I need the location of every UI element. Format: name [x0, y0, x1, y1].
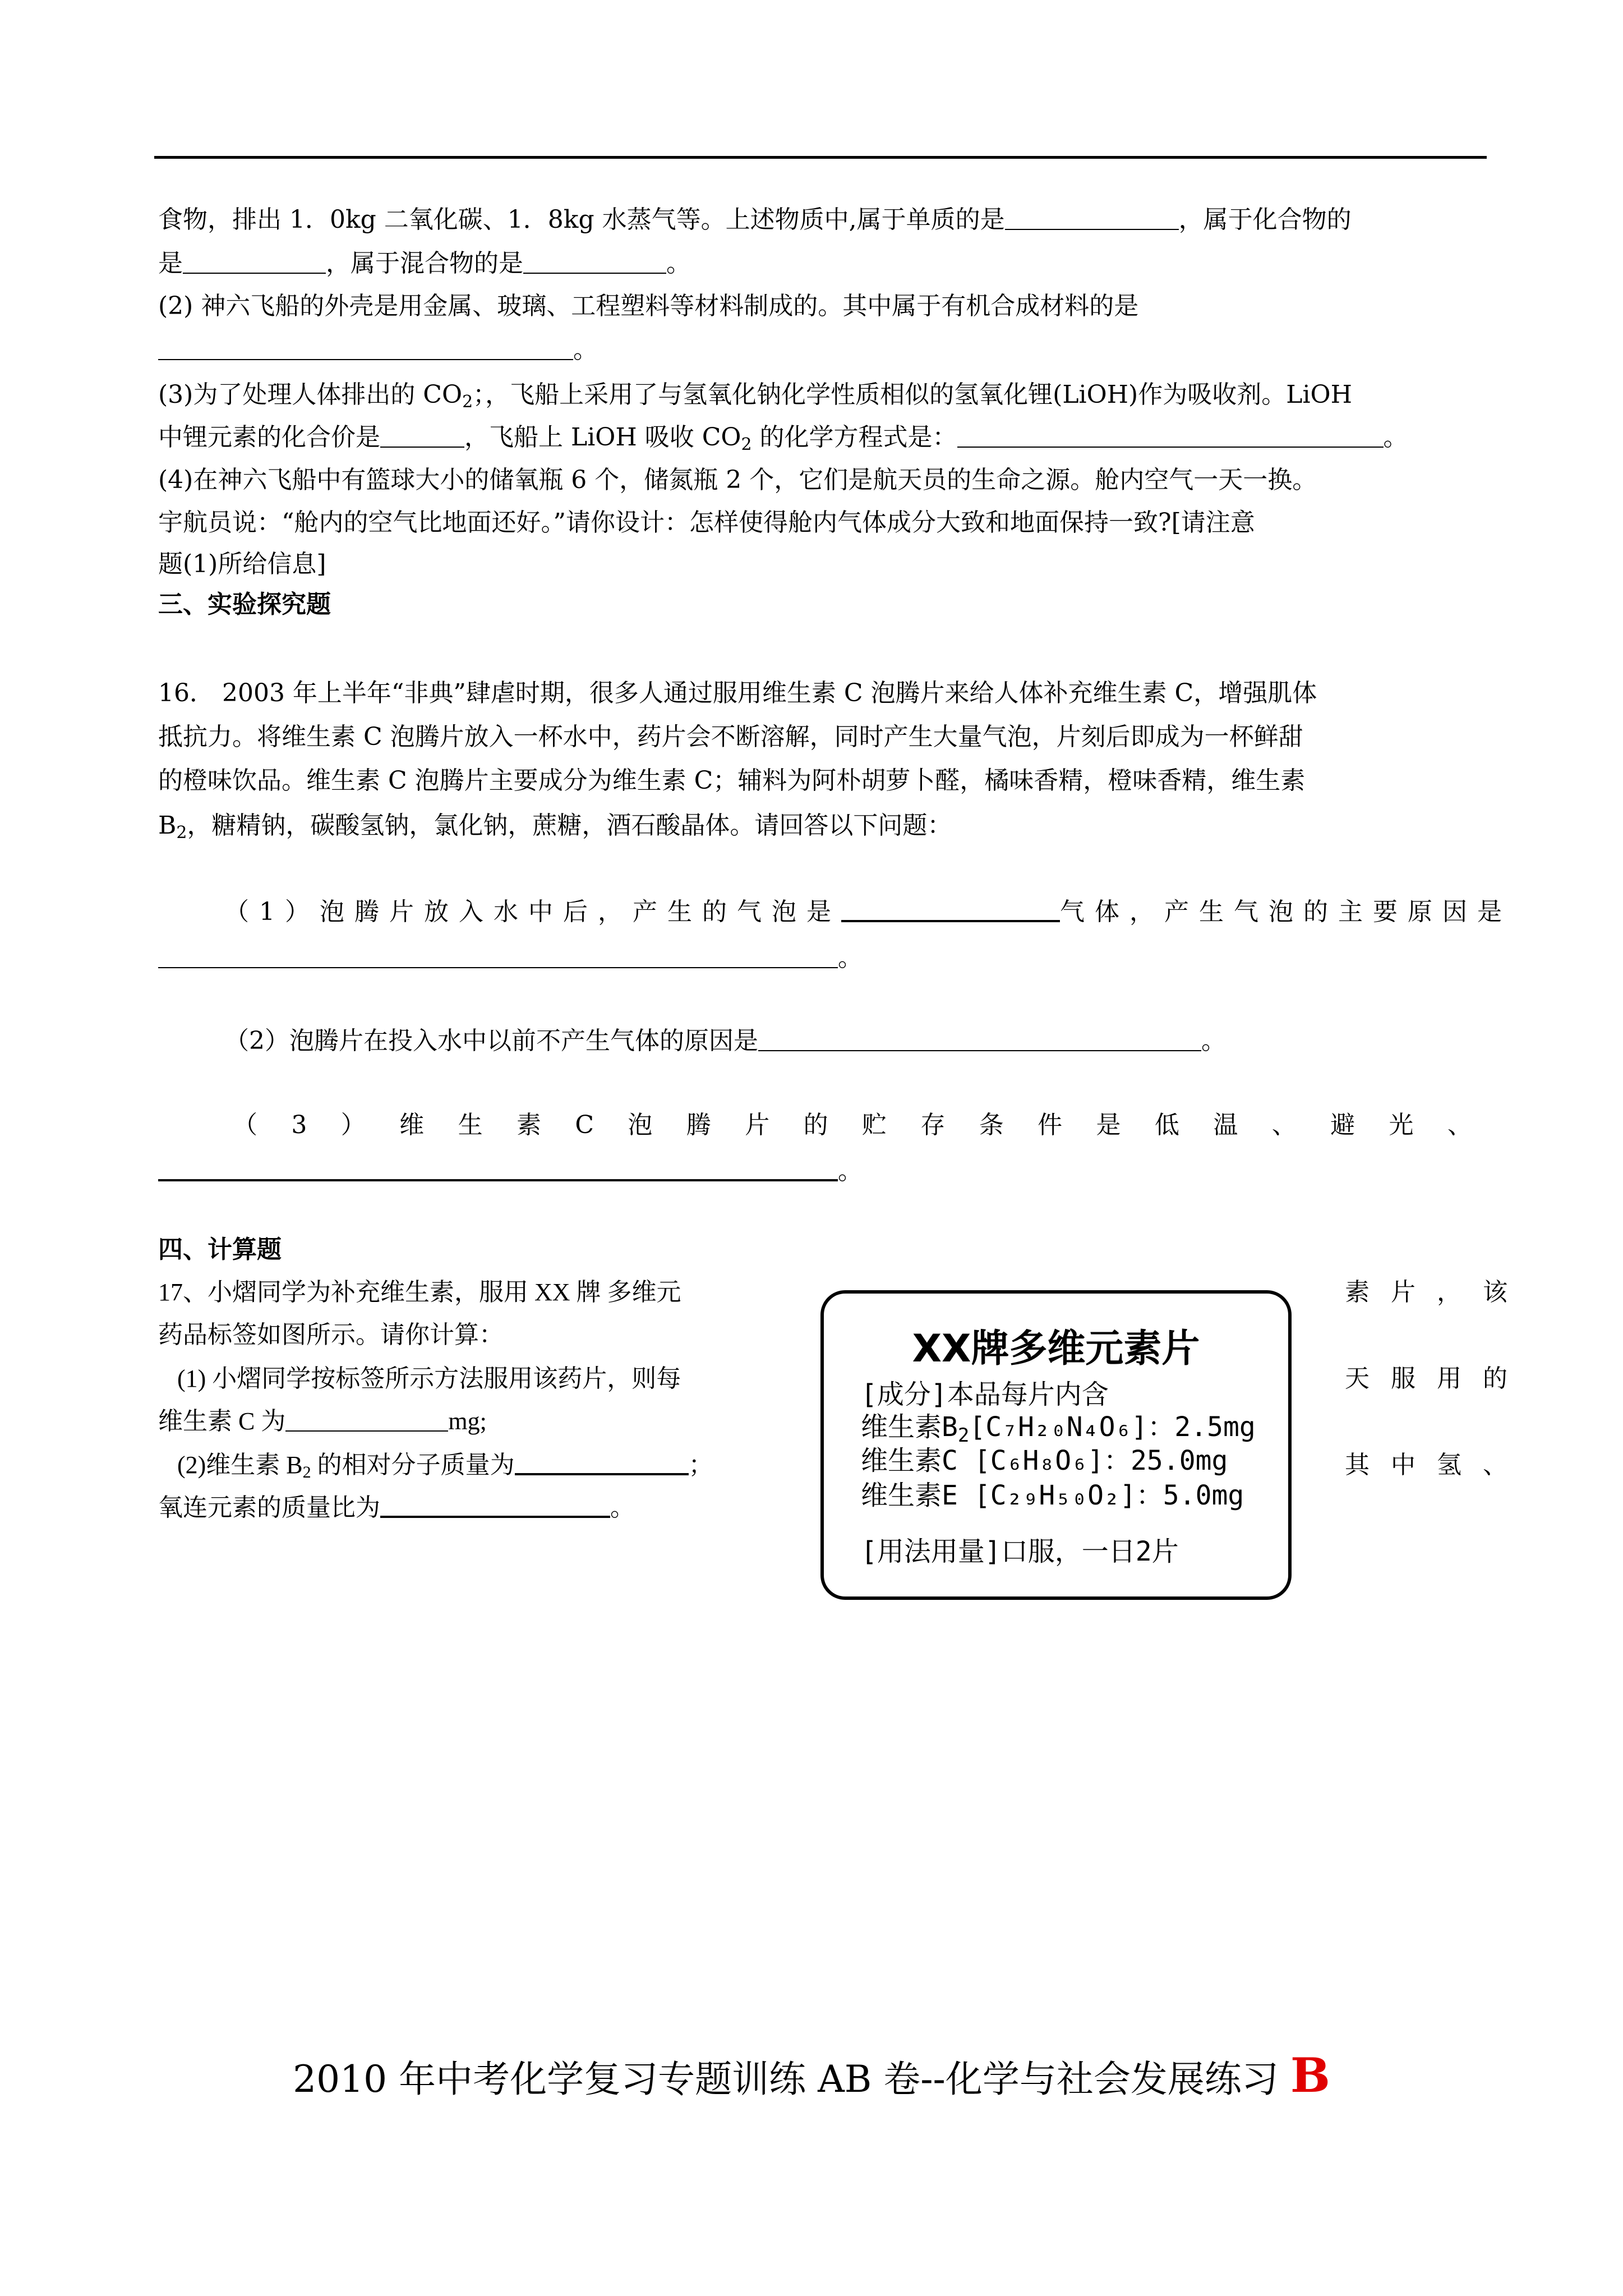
q16-sub3-char: 素 — [516, 1111, 541, 1139]
q3-text: (3)为了处理人体排出的 CO — [158, 380, 463, 409]
label-formula: [C₆H₈O₆] — [974, 1445, 1104, 1476]
q16-sub3-char: 是 — [1096, 1111, 1121, 1139]
q16-sub3-line2 — [158, 1151, 1487, 1191]
p1-line1 — [158, 200, 1487, 240]
label-vitamin-c — [861, 1444, 1228, 1478]
p1-text: ，属于化合物的 — [1178, 205, 1352, 234]
q16-sub3-char: 、 — [1271, 1111, 1297, 1139]
q16-text: B — [158, 811, 177, 840]
q16-sub3-char: 温 — [1213, 1111, 1238, 1139]
label-text: [成分]本品每片内含 — [861, 1379, 1109, 1410]
answer-blank[interactable] — [158, 1157, 838, 1181]
q16-line3 — [158, 761, 1487, 801]
q16-sub2-text: 。 — [1201, 1027, 1226, 1055]
answer-blank[interactable] — [380, 1493, 610, 1518]
q17-text: mg; — [448, 1407, 487, 1435]
footer-letter: B — [1290, 2047, 1330, 2103]
page-footer-title — [0, 2047, 1623, 2103]
q16-text: 抵抗力。将维生素 C 泡腾片放入一杯水中，药片会不断溶解，同时产生大量气泡，片刻后即成为一杯鲜甜 — [158, 723, 1303, 751]
q16-sub3-char: 维 — [399, 1111, 425, 1139]
q2-line2 — [158, 330, 1487, 370]
label-vitamin-e — [861, 1479, 1244, 1512]
q16-line2 — [158, 717, 1487, 757]
label-text: [用法用量]口服，一日2片 — [861, 1536, 1179, 1567]
q3-text: ，飞船上 LiOH 吸收 CO — [464, 423, 741, 452]
q16-sub3-char: 3 — [291, 1111, 307, 1139]
q3-text: ；，飞船上采用了与氢氧化钠化学性质相似的氢氧化锂(LiOH)作为吸收剂。LiOH — [473, 380, 1352, 409]
q3-text: 的化学方程式是： — [751, 423, 957, 452]
q16-sub3-char: C — [575, 1111, 594, 1139]
q2-text: 。 — [573, 335, 598, 364]
q16-sub3-char: 片 — [745, 1111, 770, 1139]
label-composition — [861, 1378, 1109, 1411]
medicine-label — [820, 1290, 1292, 1600]
answer-blank[interactable] — [957, 424, 1384, 448]
q2-line1 — [158, 286, 1487, 326]
q17-text: 天 服 用 的 — [1345, 1364, 1514, 1393]
q17-text: 氧连元素的质量比为 — [158, 1494, 380, 1521]
q16-sub3-char: 贮 — [861, 1111, 887, 1139]
q3-line1 — [158, 375, 1487, 415]
q4-text: (4)在神六飞船中有篮球大小的储氧瓶 6 个，储氮瓶 2 个，它们是航天员的生命之源。舱内空气一天一换。 — [158, 466, 1317, 494]
section-title-text: 四、计算题 — [158, 1235, 282, 1264]
q16-sub2-text: （2）泡腾片在投入水中以前不产生气体的原因是 — [224, 1027, 758, 1055]
subscript: 2 — [741, 435, 752, 454]
header-rule — [154, 156, 1487, 159]
q16-sub1-line1 — [224, 892, 1512, 932]
q4-line3 — [158, 544, 1487, 585]
answer-blank[interactable] — [183, 250, 326, 274]
q17-line3 — [177, 1359, 811, 1399]
q17-line5 — [177, 1445, 811, 1485]
label-text: ：2.5mg — [1147, 1411, 1256, 1443]
q16-text: 16． 2003 年上半年“非典”肆虐时期，很多人通过服用维生素 C 泡腾片来给人体补充维生素 C，增强肌体 — [158, 679, 1317, 707]
answer-blank[interactable] — [515, 1451, 689, 1475]
q16-sub3-char: 避 — [1330, 1111, 1355, 1139]
answer-blank[interactable] — [158, 337, 573, 360]
answer-blank[interactable] — [523, 250, 666, 274]
q17-line2 — [158, 1315, 809, 1355]
q16-sub3-char: 条 — [979, 1111, 1004, 1139]
answer-blank[interactable] — [758, 1028, 1201, 1051]
q17-text: 17、小熠同学为补充维生素，服用 XX 牌 多维元 — [158, 1278, 681, 1306]
q16-sub3-char: 低 — [1154, 1111, 1179, 1139]
section-title — [158, 1230, 1487, 1270]
q16-line1 — [158, 673, 1487, 714]
q17-line6 — [158, 1488, 809, 1528]
q16-sub3-char: （ — [233, 1111, 257, 1139]
q17-line4 — [158, 1401, 809, 1442]
label-vitamin-b2 — [861, 1410, 1256, 1447]
subscript: 2 — [957, 1424, 970, 1447]
q17-text: ； — [688, 1451, 713, 1479]
q16-sub3-line1 — [233, 1105, 1472, 1145]
answer-blank[interactable] — [158, 945, 838, 968]
q17-text: 药品标签如图所示。请你计算： — [158, 1321, 504, 1349]
answer-blank[interactable] — [285, 1408, 448, 1432]
subscript: 2 — [462, 392, 473, 412]
q16-line4 — [158, 806, 1487, 846]
label-title: XX牌多维元素片 — [912, 1327, 1200, 1371]
q16-sub3-char: 的 — [803, 1111, 828, 1139]
q4-text: 宇航员说：“舱内的空气比地面还好。”请你设计：怎样使得舱内气体成分大致和地面保持一致?[请注意 — [158, 508, 1255, 537]
q4-line1 — [158, 460, 1487, 500]
section-title — [158, 585, 1487, 625]
q16-sub2 — [224, 1021, 1487, 1061]
q16-sub1-line2 — [158, 938, 1487, 978]
q17-text: 的相对分子质量为 — [311, 1451, 515, 1479]
q16-sub3-text: 。 — [838, 1157, 863, 1185]
q16-text: 的橙味饮品。维生素 C 泡腾片主要成分为维生素 C；辅料为阿朴胡萝卜醛，橘味香精，橙味香精，维生素 — [158, 766, 1306, 795]
p1-text: 。 — [666, 249, 691, 278]
q17-text: (1) 小熠同学按标签所示方法服用该药片，则每 — [177, 1365, 681, 1392]
q16-sub3-char: 光 — [1389, 1111, 1414, 1139]
q2-text: (2) 神六飞船的外壳是用金属、玻璃、工程塑料等材料制成的。其中属于有机合成材料的是 — [158, 292, 1139, 320]
q16-sub3-char: ） — [340, 1111, 366, 1139]
q17-text: 其 中 氢 、 — [1345, 1451, 1514, 1479]
q17-line1 — [158, 1272, 809, 1313]
subscript: 2 — [176, 823, 187, 843]
q16-text: ，糖精钠，碳酸氢钠，氯化钠，蔗糖，酒石酸晶体。请回答以下问题： — [187, 811, 952, 840]
label-text: ：5.0mg — [1136, 1480, 1244, 1511]
q3-text: 中锂元素的化合价是 — [158, 423, 380, 452]
p1-text: 食物，排出 1．0kg 二氧化碳、1．8kg 水蒸气等。上述物质中,属于单质的是 — [158, 205, 1005, 234]
label-formula: [C₂₉H₅₀O₂] — [974, 1480, 1136, 1511]
label-text: 维生素B — [861, 1411, 958, 1443]
q4-line2 — [158, 503, 1487, 543]
q16-sub1-text: 气体，产生气泡的主要原因是 — [1060, 898, 1512, 926]
q16-sub3-char: 腾 — [686, 1111, 711, 1139]
q17-right-1 — [1345, 1272, 1514, 1313]
q17-text: (2)维生素 B — [177, 1451, 303, 1479]
q3-text: 。 — [1383, 423, 1408, 452]
label-formula: [C₇H₂₀N₄O₆] — [969, 1411, 1148, 1443]
q3-line2 — [158, 417, 1487, 458]
label-text: 维生素E — [861, 1480, 974, 1511]
p1-line2 — [158, 243, 1487, 284]
q16-sub3-char: 生 — [458, 1111, 483, 1139]
p1-text: ，属于混合物的是 — [326, 249, 523, 278]
q17-text: 维生素 C 为 — [158, 1407, 286, 1435]
p1-text: 是 — [158, 249, 183, 278]
label-text: 维生素C — [861, 1445, 974, 1476]
q4-text: 题(1)所给信息] — [158, 550, 326, 578]
subscript: 2 — [302, 1463, 311, 1481]
q16-sub3-char: 泡 — [628, 1111, 653, 1139]
q16-sub3-char: 存 — [920, 1111, 946, 1139]
q16-sub1-text: （1）泡腾片放入水中后，产生的气泡是 — [224, 898, 841, 926]
q16-sub1-text: 。 — [838, 944, 863, 972]
label-usage — [861, 1535, 1179, 1568]
q17-right-2 — [1345, 1359, 1514, 1399]
answer-blank[interactable] — [1005, 206, 1179, 230]
answer-blank[interactable] — [841, 898, 1060, 922]
answer-blank[interactable] — [380, 424, 464, 448]
label-text: ：25.0mg — [1104, 1445, 1228, 1476]
q17-right-3 — [1345, 1445, 1514, 1485]
q16-sub3-char: 、 — [1447, 1111, 1472, 1139]
q16-sub3-char: 件 — [1038, 1111, 1063, 1139]
footer-text: 2010 年中考化学复习专题训练 AB 卷--化学与社会发展练习 — [293, 2058, 1290, 2101]
q17-text: 。 — [610, 1494, 635, 1521]
q17-text: 素 片 ， 该 — [1345, 1278, 1514, 1306]
section-title-text: 三、实验探究题 — [158, 590, 331, 619]
